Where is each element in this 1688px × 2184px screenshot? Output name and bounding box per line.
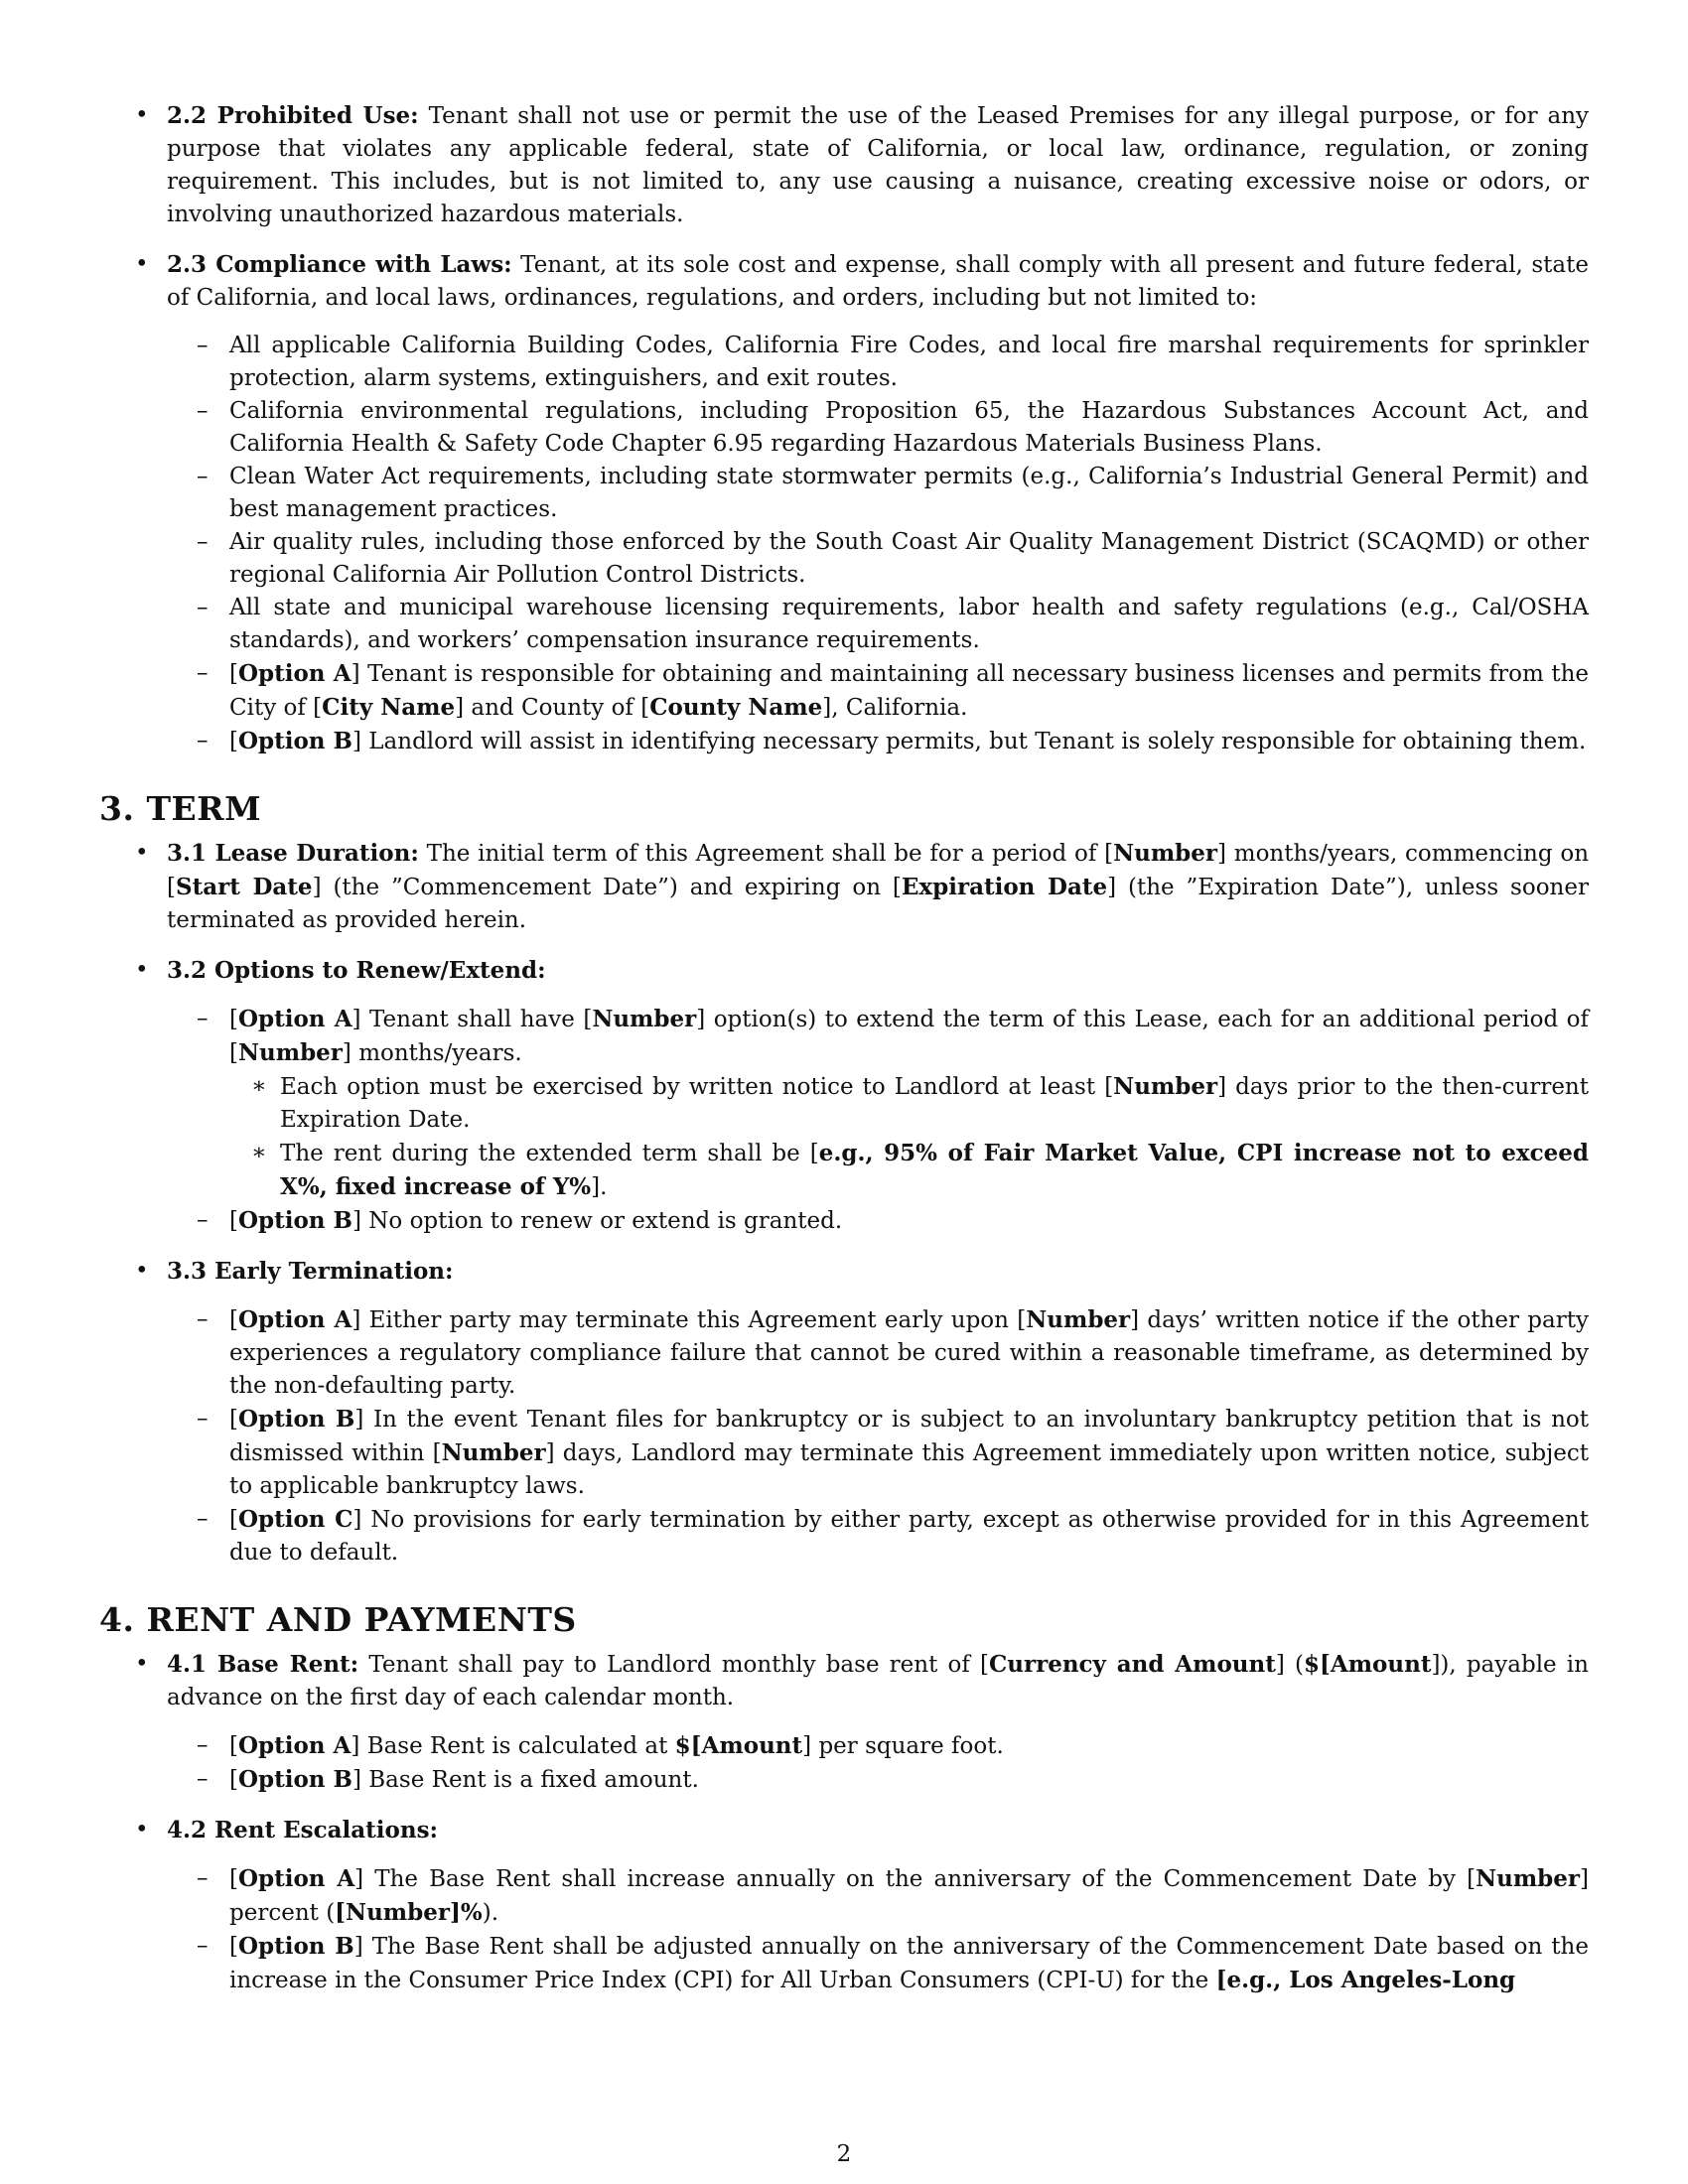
placeholder-field: [e.g., Los Angeles-Long (1215, 1967, 1516, 1993)
placeholder-field: Number (441, 1439, 546, 1466)
option-b-item: – [Option B] In the event Tenant files for bankruptcy or is subject to an involuntary bankruptcy petition that is not dismissed within [Number] days, Landlord may terminate this Agreement immediately upon written notice, subject to applicable bankruptcy laws. (99, 1403, 1589, 1503)
item-text: and County of (471, 695, 633, 721)
list-item: – Clean Water Act requirements, including state stormwater permits (e.g., California’s Industrial General Permit) and best management practices. (99, 461, 1589, 526)
clause-text: months/years, commencing on (1233, 841, 1590, 867)
placeholder-field: $[Amount (1303, 1651, 1432, 1678)
list-item: – California environmental regulations, including Proposition 65, the Hazardous Substances Account Act, and California Health & Safety Code Chapter 6.95 regarding Hazardous Materials Business Plans. (99, 395, 1589, 461)
option-b-item: – [Option B] Base Rent is a fixed amount. (99, 1763, 1589, 1797)
clause-text: Tenant shall pay to Landlord monthly base rent of (368, 1652, 970, 1678)
section-3-1: • 3.1 Lease Duration: The initial term of this Agreement shall be for a period of [Number] months/years, commencing on [Start Date] (the ”Commencement Date”) and expiring on [Expiration Date] (the ”Expiration Date”), unless sooner terminated as provided herein. (99, 837, 1589, 937)
item-text: . (600, 1174, 608, 1200)
option-a-item: – [Option A] Tenant is responsible for obtaining and maintaining all necessary business licenses and permits from the City of [City Name] and County of [County Name], California. (99, 657, 1589, 725)
option-c-item: – [Option C] No provisions for early termination by either party, except as otherwise provided for in this Agreement due to default. (99, 1503, 1589, 1570)
option-tag: Option B (237, 1766, 352, 1793)
option-tag: Option A (237, 1732, 352, 1759)
item-text: Tenant is responsible for obtaining and maintaining all necessary business licenses and permits from the City of (229, 661, 1589, 721)
placeholder-field: Number (1113, 1073, 1218, 1100)
option-a-item: – [Option A] Tenant shall have [Number] option(s) to extend the term of this Lease, each for an additional period of [Number] months/years. (99, 1003, 1589, 1070)
option-tag: Option A (237, 1306, 352, 1333)
item-text: days, Landlord may terminate this Agreement immediately upon written notice, subject to applicable bankruptcy laws. (229, 1440, 1589, 1499)
option-a-item: – [Option A] The Base Rent shall increase annually on the anniversary of the Commencement Date by [Number] percent ([Number]%). (99, 1862, 1589, 1930)
document-page (99, 0, 1589, 2184)
clause-text: (the ”Expiration Date”), unless sooner terminated as provided herein. (167, 875, 1589, 933)
clause-label: 3.1 Lease Duration: (167, 840, 419, 867)
clause-label: 4.1 Base Rent: (167, 1651, 359, 1678)
clause-text: The initial term of this Agreement shall be for a period of (426, 841, 1097, 867)
clause-text: ]), payable in advance on the first day of each calendar month. (167, 1652, 1589, 1710)
placeholder-field: Number (1113, 840, 1218, 867)
option-tag: Option A (237, 1006, 352, 1032)
item-text: days’ written notice if the other party experiences a regulatory compliance failure that cannot be cured within a reasonable timeframe, as determined by the non-defaulting party. (229, 1307, 1589, 1399)
list-item: – All applicable California Building Codes, California Fire Codes, and local fire marshal requirements for sprinkler protection, alarm systems, extinguishers, and exit routes. (99, 330, 1589, 395)
item-text: Base Rent is calculated at (366, 1733, 668, 1759)
list-item: – Air quality rules, including those enforced by the South Coast Air Quality Management District (SCAQMD) or other regional California Air Pollution Control Districts. (99, 526, 1589, 592)
item-text: ). (482, 1900, 499, 1926)
option-b-item: – [Option B] Landlord will assist in identifying necessary permits, but Tenant is solely responsible for obtaining them. (99, 725, 1589, 758)
item-text: months/years. (358, 1040, 522, 1066)
placeholder-field: Currency and Amount (988, 1651, 1276, 1678)
item-text: No option to renew or extend is granted. (368, 1208, 843, 1234)
clause-label: 3.3 Early Termination: (167, 1258, 454, 1285)
clause-label: 3.2 Options to Renew/Extend: (167, 957, 546, 984)
item-text: percent ( (229, 1900, 336, 1926)
clause-text: ( (1294, 1652, 1304, 1678)
section-4-2 (99, 1814, 1589, 1847)
placeholder-field: Start Date (175, 874, 313, 900)
clause-label: 4.2 Rent Escalations: (167, 1817, 439, 1843)
placeholder-field: Expiration Date (901, 874, 1108, 900)
placeholder-field: City Name (322, 694, 456, 721)
option-b-item: – [Option B] The Base Rent shall be adjusted annually on the anniversary of the Commencement Date based on the increase in the Consumer Price Index (CPI) for All Urban Consumers (CPI-U) for the [e.g., Los Angeles-Long (99, 1930, 1589, 1997)
item-text: In the event Tenant files for bankruptcy or is subject to an involuntary bankruptcy petition that is not dismissed within (229, 1407, 1589, 1466)
clause-label: 2.3 Compliance with Laws: (167, 251, 512, 278)
placeholder-field: e.g., 95% of Fair Market Value, CPI increase not to exceed X%, fixed increase of Y% (280, 1140, 1589, 1200)
item-text: option(s) to extend the term of this Lease, each for an additional period of (713, 1007, 1589, 1032)
section-3-2 (99, 954, 1589, 988)
page-number: 2 (836, 2141, 852, 2167)
clause-text: (the ”Commencement Date”) and expiring on (333, 875, 882, 900)
section-heading-term: 3. TERM (99, 789, 262, 828)
section-2-3 (99, 248, 1589, 315)
list-item: – All state and municipal warehouse licensing requirements, labor health and safety regulations (e.g., Cal/OSHA standards), and workers’ compensation insurance requirements. (99, 592, 1589, 657)
section-2-2 (99, 99, 1589, 231)
placeholder-field: [Number]% (335, 1899, 483, 1926)
option-tag: Option B (237, 728, 352, 754)
item-text: Either party may terminate this Agreement early upon (368, 1307, 1009, 1333)
item-text: The Base Rent shall be adjusted annually on the anniversary of the Commencement Date based on the increase in the Consumer Price Index (CPI) for All Urban Consumers (CPI-U) for the (229, 1934, 1589, 1993)
placeholder-field: Number (1026, 1306, 1131, 1333)
item-text: Base Rent is a fixed amount. (368, 1767, 699, 1793)
placeholder-field: Number (1476, 1865, 1580, 1892)
section-3-3 (99, 1255, 1589, 1289)
option-b-item: – [Option B] No option to renew or extend is granted. (99, 1204, 1589, 1238)
item-text: No provisions for early termination by either party, except as otherwise provided for in this Agreement due to default. (229, 1507, 1589, 1566)
item-text: , California. (831, 695, 968, 721)
item-text: Tenant shall have (369, 1007, 575, 1032)
option-tag: Option B (237, 1406, 355, 1433)
placeholder-field: $[Amount (674, 1732, 803, 1759)
item-text: ] per square foot. (802, 1733, 1004, 1759)
item-text: The Base Rent shall increase annually on the anniversary of the Commencement Date by (374, 1866, 1456, 1892)
option-tag: Option C (237, 1506, 353, 1533)
placeholder-field: Number (237, 1039, 343, 1066)
item-text: Landlord will assist in identifying necessary permits, but Tenant is solely responsible for obtaining them. (368, 729, 1587, 754)
placeholder-field: Number (592, 1006, 697, 1032)
option-a-item: – [Option A] Base Rent is calculated at $[Amount] per square foot. (99, 1729, 1589, 1763)
option-tag: Option A (237, 660, 352, 687)
option-tag: Option B (237, 1933, 354, 1960)
option-tag: Option B (237, 1207, 352, 1234)
placeholder-field: County Name (649, 694, 823, 721)
clause-text: Tenant shall not use or permit the use of the Leased Premises for any illegal purpose, or for any purpose that violates any applicable federal, state of California, or local law, ordinance, regulation, or zoning requirement. This includes, but is not limited to, any use causing a nuisance, creating excessive noise or odors, or involving unauthorized hazardous materials. (167, 103, 1590, 227)
clause-label: 2.2 Prohibited Use: (167, 102, 419, 129)
option-a-item: – [Option A] Either party may terminate this Agreement early upon [Number] days’ written notice if the other party experiences a regulatory compliance failure that cannot be cured within a reasonable timeframe, as determined by the non-defaulting party. (99, 1303, 1589, 1403)
section-heading-rent: 4. RENT AND PAYMENTS (99, 1600, 577, 1639)
sub-item: ∗ The rent during the extended term shall be [e.g., 95% of Fair Market Value, CPI increase not to exceed X%, fixed increase of Y%]. (99, 1137, 1589, 1204)
item-text: Each option must be exercised by written notice to Landlord at least (280, 1074, 1096, 1100)
clause-text: Tenant, at its sole cost and expense, shall comply with all present and future federal, state of California, and local laws, ordinances, regulations, and orders, including but not limited to: (167, 252, 1589, 311)
option-tag: Option A (237, 1865, 355, 1892)
section-4-1: • 4.1 Base Rent: Tenant shall pay to Landlord monthly base rent of [Currency and Amount] ($[Amount]), payable in advance on the first day of each calendar month. (99, 1648, 1589, 1714)
item-text: The rent during the extended term shall be (280, 1141, 800, 1166)
sub-item: ∗ Each option must be exercised by written notice to Landlord at least [Number] days prior to the then-current Expiration Date. (99, 1070, 1589, 1137)
item-text: days prior to the then-current Expiration Date. (280, 1074, 1589, 1133)
